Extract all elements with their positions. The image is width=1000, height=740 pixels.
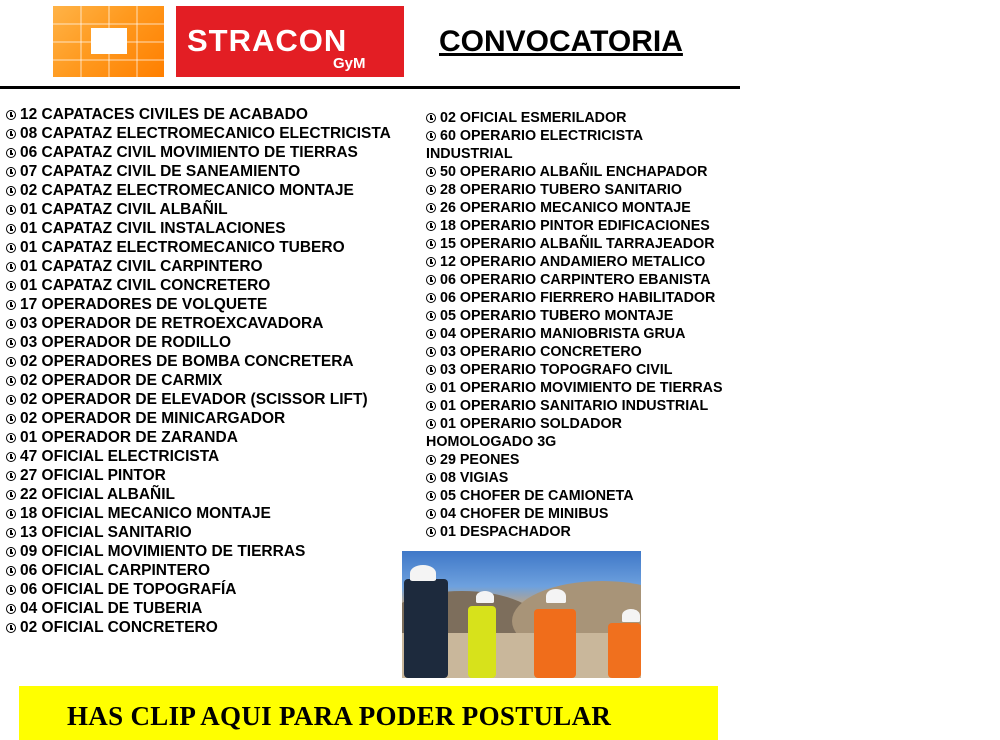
list-item: 17 OPERADORES DE VOLQUETE	[6, 295, 421, 314]
list-item: 01 OPERADOR DE ZARANDA	[6, 428, 421, 447]
clock-icon	[6, 243, 16, 253]
list-item: 04 OPERARIO MANIOBRISTA GRUA	[426, 325, 746, 343]
list-item: 18 OPERARIO PINTOR EDIFICACIONES	[426, 217, 746, 235]
clock-icon	[6, 547, 16, 557]
clock-icon	[426, 221, 436, 231]
list-item: 47 OFICIAL ELECTRICISTA	[6, 447, 421, 466]
clock-icon	[426, 491, 436, 501]
clock-icon	[6, 585, 16, 595]
list-item: 08 CAPATAZ ELECTROMECANICO ELECTRICISTA	[6, 124, 421, 143]
list-item: 04 OFICIAL DE TUBERIA	[6, 599, 421, 618]
clock-icon	[6, 129, 16, 139]
list-item: 01 CAPATAZ CIVIL INSTALACIONES	[6, 219, 421, 238]
clock-icon	[6, 414, 16, 424]
clock-icon	[426, 455, 436, 465]
clock-icon	[6, 433, 16, 443]
logo-brand-text: STRACON	[187, 23, 348, 58]
clock-icon	[426, 113, 436, 123]
clock-icon	[6, 205, 16, 215]
clock-icon	[426, 473, 436, 483]
list-item: 18 OFICIAL MECANICO MONTAJE	[6, 504, 421, 523]
list-item: 06 CAPATAZ CIVIL MOVIMIENTO DE TIERRAS	[6, 143, 421, 162]
clock-icon	[6, 224, 16, 234]
list-item: 01 CAPATAZ ELECTROMECANICO TUBERO	[6, 238, 421, 257]
clock-icon	[6, 376, 16, 386]
clock-icon	[6, 528, 16, 538]
clock-icon	[6, 490, 16, 500]
clock-icon	[426, 203, 436, 213]
clock-icon	[6, 148, 16, 158]
clock-icon	[6, 338, 16, 348]
clock-icon	[6, 357, 16, 367]
clock-icon	[6, 604, 16, 614]
list-item: 60 OPERARIO ELECTRICISTA INDUSTRIAL	[426, 128, 643, 162]
clock-icon	[426, 347, 436, 357]
stracon-logo-wordmark	[176, 6, 404, 77]
clock-icon	[6, 623, 16, 633]
list-item: 27 OFICIAL PINTOR	[6, 466, 421, 485]
clock-icon	[426, 131, 436, 141]
apply-banner-label: HAS CLIP AQUI PARA PODER POSTULAR	[67, 701, 612, 731]
list-item: 22 OFICIAL ALBAÑIL	[6, 485, 421, 504]
construction-workers-photo	[402, 551, 641, 678]
list-item: 02 OPERADORES DE BOMBA CONCRETERA	[6, 352, 421, 371]
clock-icon	[6, 300, 16, 310]
list-item: 04 CHOFER DE MINIBUS	[426, 505, 746, 523]
clock-icon	[426, 185, 436, 195]
list-item: 01 CAPATAZ CIVIL CARPINTERO	[6, 257, 421, 276]
clock-icon	[426, 527, 436, 537]
list-item: 01 DESPACHADOR	[426, 523, 746, 541]
list-item: 02 OFICIAL ESMERILADOR	[426, 109, 746, 127]
list-item: 06 OPERARIO CARPINTERO EBANISTA	[426, 271, 746, 289]
list-item: 02 CAPATAZ ELECTROMECANICO MONTAJE	[6, 181, 421, 200]
clock-icon	[6, 186, 16, 196]
clock-icon	[6, 281, 16, 291]
clock-icon	[426, 419, 436, 429]
list-item: 03 OPERADOR DE RODILLO	[6, 333, 421, 352]
list-item: 08 VIGIAS	[426, 469, 746, 487]
list-item: 01 OPERARIO SANITARIO INDUSTRIAL	[426, 397, 746, 415]
list-item: 15 OPERARIO ALBAÑIL TARRAJEADOR	[426, 235, 746, 253]
list-item: 28 OPERARIO TUBERO SANITARIO	[426, 181, 746, 199]
clock-icon	[426, 239, 436, 249]
list-item: 02 OFICIAL CONCRETERO	[6, 618, 421, 637]
clock-icon	[426, 329, 436, 339]
clock-icon	[426, 293, 436, 303]
apply-banner-button[interactable]	[19, 686, 718, 740]
clock-icon	[6, 262, 16, 272]
list-item: 07 CAPATAZ CIVIL DE SANEAMIENTO	[6, 162, 421, 181]
clock-icon	[426, 257, 436, 267]
list-item: 01 OPERARIO MOVIMIENTO DE TIERRAS	[426, 379, 746, 397]
list-item: 02 OPERADOR DE MINICARGADOR	[6, 409, 421, 428]
list-item: 05 OPERARIO TUBERO MONTAJE	[426, 307, 746, 325]
clock-icon	[426, 311, 436, 321]
clock-icon	[6, 452, 16, 462]
clock-icon	[426, 365, 436, 375]
header-divider	[0, 86, 740, 89]
clock-icon	[426, 509, 436, 519]
list-item: 06 OFICIAL DE TOPOGRAFÍA	[6, 580, 421, 599]
clock-icon	[426, 275, 436, 285]
clock-icon	[6, 110, 16, 120]
list-item: 06 OPERARIO FIERRERO HABILITADOR	[426, 289, 746, 307]
list-item: 02 OPERADOR DE ELEVADOR (SCISSOR LIFT)	[6, 390, 421, 409]
list-item: 12 CAPATACES CIVILES DE ACABADO	[6, 105, 421, 124]
vacancy-list-left	[6, 105, 421, 637]
clock-icon	[6, 509, 16, 519]
list-item: 12 OPERARIO ANDAMIERO METALICO	[426, 253, 746, 271]
clock-icon	[6, 395, 16, 405]
list-item: 13 OFICIAL SANITARIO	[6, 523, 421, 542]
list-item: 29 PEONES	[426, 451, 746, 469]
list-item: 01 CAPATAZ CIVIL ALBAÑIL	[6, 200, 421, 219]
list-item: 03 OPERARIO TOPOGRAFO CIVIL	[426, 361, 746, 379]
stracon-logo-mark	[53, 6, 164, 77]
clock-icon	[426, 383, 436, 393]
list-item: 03 OPERADOR DE RETROEXCAVADORA	[6, 314, 421, 333]
clock-icon	[6, 566, 16, 576]
list-item: 09 OFICIAL MOVIMIENTO DE TIERRAS	[6, 542, 421, 561]
clock-icon	[426, 401, 436, 411]
clock-icon	[426, 167, 436, 177]
list-item: 05 CHOFER DE CAMIONETA	[426, 487, 746, 505]
list-item: 26 OPERARIO MECANICO MONTAJE	[426, 199, 746, 217]
list-item: 50 OPERARIO ALBAÑIL ENCHAPADOR	[426, 163, 746, 181]
clock-icon	[6, 471, 16, 481]
list-item: 02 OPERADOR DE CARMIX	[6, 371, 421, 390]
clock-icon	[6, 319, 16, 329]
clock-icon	[6, 167, 16, 177]
list-item: 01 CAPATAZ CIVIL CONCRETERO	[6, 276, 421, 295]
page-title: CONVOCATORIA	[439, 25, 683, 58]
vacancy-list-right	[426, 109, 746, 541]
logo-sub-text: GyM	[333, 55, 366, 72]
list-item: 06 OFICIAL CARPINTERO	[6, 561, 421, 580]
list-item: 03 OPERARIO CONCRETERO	[426, 343, 746, 361]
list-item: 01 OPERARIO SOLDADOR HOMOLOGADO 3G	[426, 416, 622, 450]
